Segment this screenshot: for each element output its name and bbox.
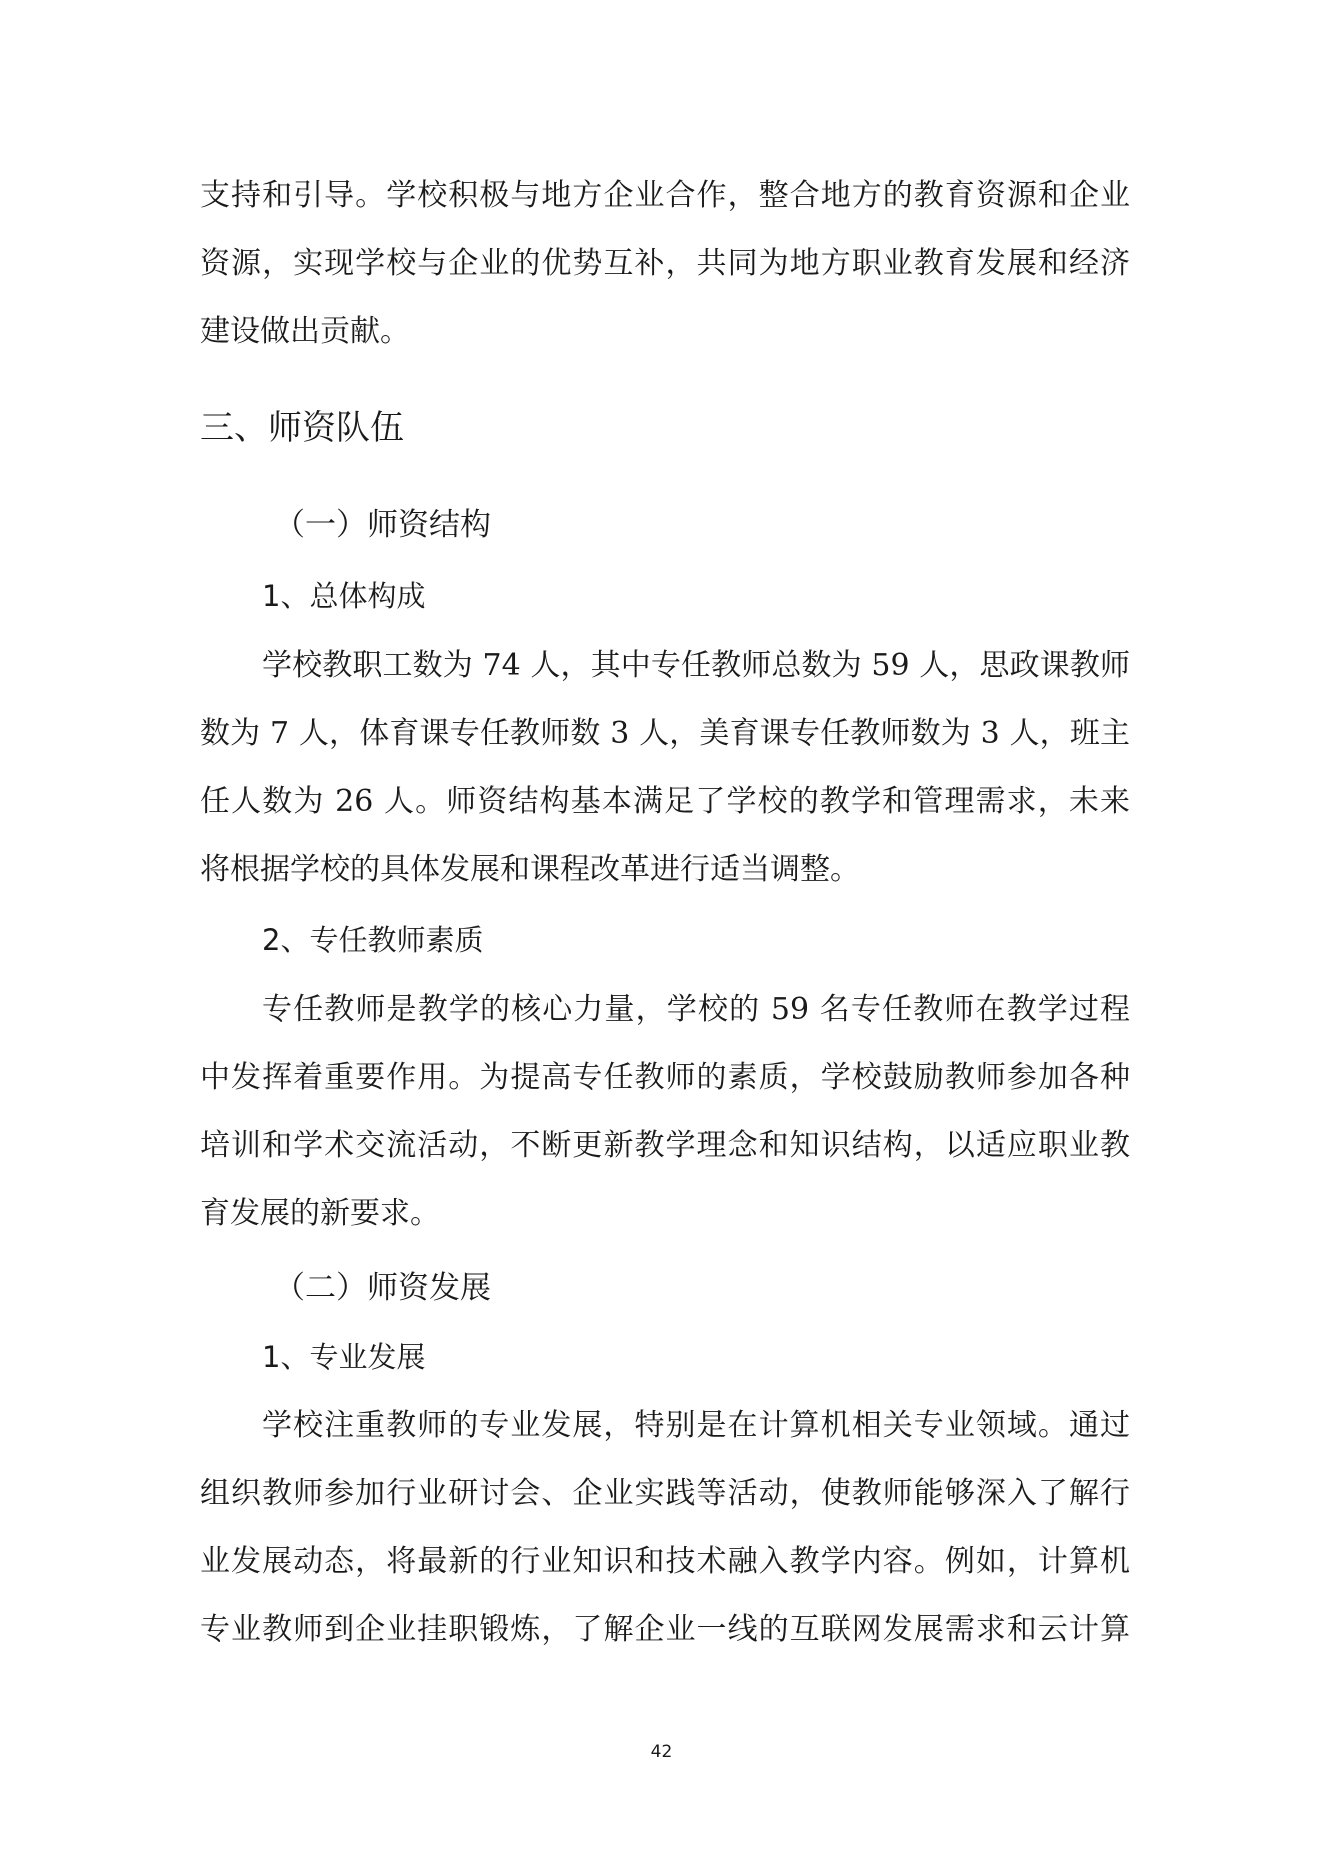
paragraph-line: 中发挥着重要作用。为提高专任教师的素质，学校鼓励教师参加各种 bbox=[200, 1060, 1130, 1095]
subsection-heading: （一）师资结构 bbox=[274, 507, 491, 543]
paragraph-line: 学校注重教师的专业发展，特别是在计算机相关专业领域。通过 bbox=[262, 1408, 1130, 1443]
paragraph-line: 培训和学术交流活动，不断更新教学理念和知识结构，以适应职业教 bbox=[200, 1128, 1130, 1163]
paragraph-line: 支持和引导。学校积极与地方企业合作，整合地方的教育资源和企业 bbox=[200, 178, 1130, 213]
paragraph-line: 建设做出贡献。 bbox=[200, 314, 410, 349]
paragraph-line: 业发展动态，将最新的行业知识和技术融入教学内容。例如，计算机 bbox=[200, 1544, 1130, 1579]
paragraph-line: 资源，实现学校与企业的优势互补，共同为地方职业教育发展和经济 bbox=[200, 246, 1130, 281]
paragraph-line: 专任教师是教学的核心力量，学校的 59 名专任教师在教学过程 bbox=[262, 992, 1130, 1027]
paragraph-line: 任人数为 26 人。师资结构基本满足了学校的教学和管理需求，未来 bbox=[200, 784, 1130, 819]
paragraph-line: 组织教师参加行业研讨会、企业实践等活动，使教师能够深入了解行 bbox=[200, 1476, 1130, 1511]
paragraph-line: 数为 7 人，体育课专任教师数 3 人，美育课专任教师数为 3 人，班主 bbox=[200, 716, 1130, 751]
paragraph-line: 学校教职工数为 74 人，其中专任教师总数为 59 人，思政课教师 bbox=[262, 648, 1130, 683]
page-number: 42 bbox=[650, 1742, 673, 1762]
paragraph-line: 专业教师到企业挂职锻炼，了解企业一线的互联网发展需求和云计算 bbox=[200, 1612, 1130, 1647]
section-heading: 三、师资队伍 bbox=[200, 408, 404, 448]
item-heading: 2、专任教师素质 bbox=[262, 923, 484, 957]
subsection-heading: （二）师资发展 bbox=[274, 1270, 491, 1306]
paragraph-line: 育发展的新要求。 bbox=[200, 1196, 440, 1231]
item-heading: 1、总体构成 bbox=[262, 579, 426, 613]
paragraph-line: 将根据学校的具体发展和课程改革进行适当调整。 bbox=[200, 852, 860, 887]
item-heading: 1、专业发展 bbox=[262, 1340, 426, 1374]
